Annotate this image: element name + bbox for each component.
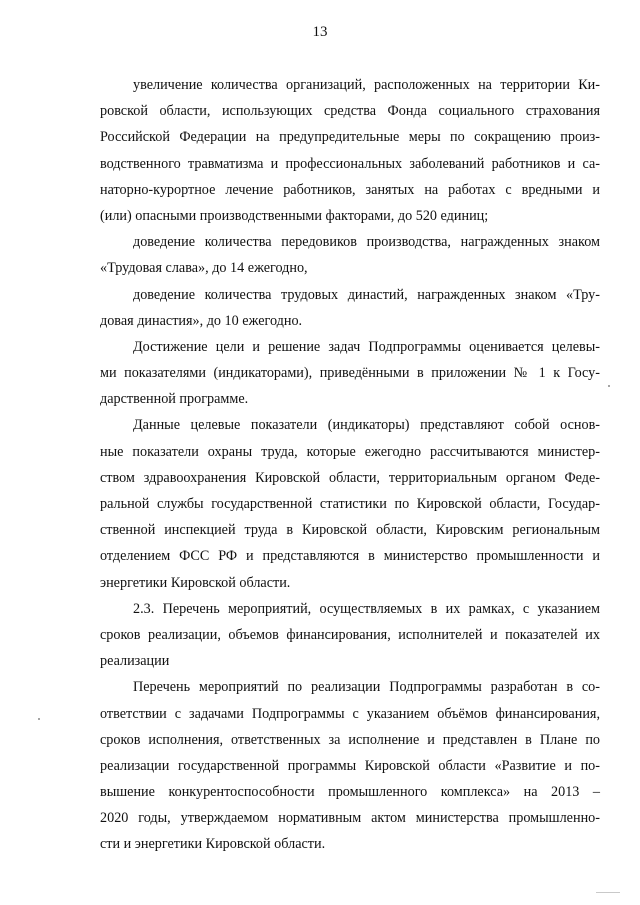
paragraph-3: [100, 282, 600, 334]
text-line: ственной инспекцией труда в Кировской области, Кировским региональным: [100, 522, 600, 539]
text-line: Данные целевые показатели (индикаторы) представляют собой основ-: [133, 417, 600, 434]
text-line: Достижение цели и решение задач Подпрограммы оценивается целевы-: [133, 338, 600, 355]
text-line: водственного травматизма и профессиональных заболеваний работников и са-: [100, 155, 600, 172]
text-line: ответствии с задачами Подпрограммы с указанием объёмов финансирования,: [100, 705, 600, 722]
text-line: наторно-курортное лечение работников, занятых на работах с вредными и: [100, 181, 600, 198]
text-line: вышение конкурентоспособности промышленного комплекса» на 2013 –: [100, 784, 600, 801]
scan-artifact: [38, 718, 40, 720]
text-line: ровской области, использующих средства Фонда социального страхования: [100, 103, 600, 120]
text-line: сроков реализации, объемов финансирования, исполнителей и показателей их: [100, 626, 600, 643]
text-line: 2.3. Перечень мероприятий, осуществляемых в их рамках, с указанием: [133, 600, 600, 617]
page-number: 13: [312, 24, 328, 40]
scan-artifact: [608, 385, 610, 387]
text-line: реализации: [100, 653, 170, 670]
paragraph-1: [100, 72, 600, 229]
text-line: ные показатели охраны труда, которые ежегодно рассчитываются министер-: [100, 443, 600, 460]
text-line: Российской Федерации на предупредительные меры по сокращению произ-: [100, 129, 600, 146]
paragraph-5: [100, 412, 600, 595]
text-line: довая династия», до 10 ежегодно.: [100, 312, 303, 329]
paragraph-2: [100, 229, 600, 281]
text-line: сроков исполнения, ответственных за исполнение и представлен в Плане по: [100, 731, 600, 748]
text-line: ми показателями (индикаторами), приведёнными в приложении № 1 к Госу-: [100, 365, 600, 382]
scan-artifact: [596, 892, 620, 893]
text-line: доведение количества трудовых династий, награжденных знаком «Тру-: [133, 286, 600, 303]
text-line: отделением ФСС РФ и представляются в министерство промышленности и: [100, 548, 600, 565]
text-line: доведение количества передовиков производства, награжденных знаком: [133, 234, 600, 251]
paragraph-6: [100, 674, 600, 857]
paragraph-4: [100, 334, 600, 413]
text-line: сти и энергетики Кировской области.: [100, 836, 326, 853]
text-line: реализации государственной программы Кировской области «Развитие и по-: [100, 757, 600, 774]
text-line: энергетики Кировской области.: [100, 574, 291, 591]
text-line: Перечень мероприятий по реализации Подпрограммы разработан в со-: [133, 679, 600, 696]
text-line: увеличение количества организаций, расположенных на территории Ки-: [133, 77, 600, 93]
text-line: (или) опасными производственными факторами, до 520 единиц;: [100, 207, 489, 224]
text-line: 2020 годы, утверждаемом нормативным актом министерства промышленно-: [100, 810, 600, 827]
text-line: ральной службы государственной статистики по Кировской области, Государ-: [100, 496, 600, 512]
text-line: ством здравоохранения Кировской области, территориальным органом Феде-: [100, 469, 600, 486]
text-line: дарственной программе.: [100, 391, 249, 408]
document-body: [100, 72, 600, 858]
text-line: «Трудовая слава», до 14 ежегодно,: [100, 260, 308, 277]
section-heading-2-3: [100, 596, 600, 675]
